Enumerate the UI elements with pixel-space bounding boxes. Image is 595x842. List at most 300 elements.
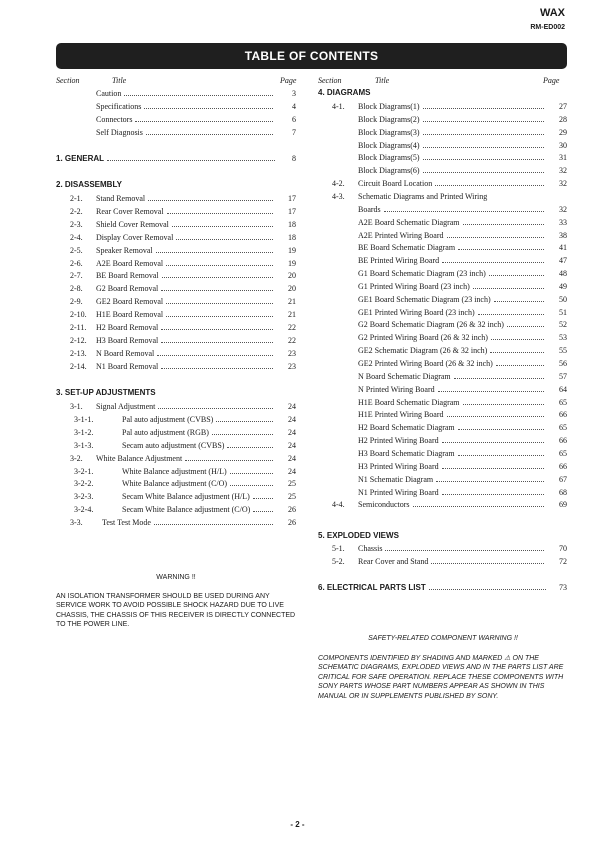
toc-entry-page: 17 [288, 194, 296, 203]
toc-entry [56, 308, 296, 321]
leader-dots [458, 455, 544, 456]
toc-entry-title: Specifications [96, 101, 142, 111]
toc-entry-title: Caution [96, 89, 122, 98]
toc-entry [56, 205, 296, 218]
toc-entry-label [358, 460, 547, 473]
toc-entry-page: 28 [559, 114, 567, 124]
toc-entry-page: 50 [559, 294, 567, 304]
toc-entry-title: GE2 Board Removal [96, 297, 164, 307]
toc-entry-label [96, 244, 276, 257]
toc-entry-number: 3-1-1. [74, 414, 94, 424]
toc-entry [318, 229, 567, 242]
leader-dots [166, 303, 273, 304]
leader-dots [162, 277, 273, 278]
toc-entry-number: 3-2. [70, 453, 83, 463]
toc-entry-page: 27 [559, 102, 567, 111]
page-number: - 2 - [290, 820, 305, 829]
leader-dots [216, 421, 273, 422]
toc-entry-page: 3 [292, 89, 296, 98]
leader-dots [458, 249, 544, 250]
toc-entry-number: 3-1-2. [74, 427, 94, 437]
toc-entry-number: 2-11. [70, 323, 87, 332]
toc-entry-title: H3 Board Removal [96, 335, 159, 345]
toc-entry [318, 486, 567, 499]
model-name: WAX [539, 7, 565, 19]
section-heading [56, 178, 296, 191]
toc-entry-page: 29 [559, 127, 567, 137]
leader-dots [458, 429, 544, 430]
toc-entry-label [96, 113, 276, 126]
toc-entry [56, 321, 296, 334]
toc-entry-label [96, 257, 276, 270]
toc-entry-title: Rear Cover Removal [96, 206, 164, 216]
leader-dots [473, 288, 544, 289]
toc-entry-label [358, 408, 547, 421]
toc-entry-page: 47 [559, 256, 567, 266]
leader-dots [423, 121, 544, 122]
toc-entry [318, 542, 567, 555]
toc-entry-title: Schematic Diagrams and Printed Wiring [358, 191, 488, 201]
toc-entry-title: N1 Board Removal [96, 361, 159, 371]
toc-entry-page: 33 [559, 217, 567, 227]
toc-entry-title: Secam auto adjustment (CVBS) [122, 440, 225, 450]
toc-entry-page: 26 [288, 518, 296, 528]
leader-dots [157, 355, 273, 356]
toc-entry-page: 4 [292, 101, 296, 111]
left-title-heading: Title [112, 76, 127, 85]
leader-dots [454, 378, 544, 379]
toc-entry-label [358, 344, 547, 357]
toc-entry-page: 72 [559, 556, 567, 566]
toc-entry-label [358, 241, 547, 254]
toc-entry-number: 3-1. [70, 402, 83, 411]
toc-entry-label [96, 360, 276, 373]
toc-entry-title: G2 Printed Wiring Board (26 & 32 inch) [358, 333, 488, 343]
toc-entry-label [358, 331, 547, 344]
toc-entry-page: 66 [559, 461, 567, 471]
toc-entry [318, 555, 567, 568]
toc-entry-label [102, 516, 276, 529]
toc-entry-label [358, 357, 547, 370]
toc-entry-label [358, 383, 547, 396]
leader-dots [172, 226, 273, 227]
leader-dots [161, 342, 273, 343]
toc-entry-title: Secam White Balance adjustment (H/L) [122, 492, 250, 502]
toc-entry-title: Boards [358, 204, 381, 214]
toc-entry-page: 24 [288, 440, 296, 450]
toc-entry-label [358, 498, 547, 511]
toc-entry-number: 2-2. [70, 206, 83, 216]
toc-entry-page: 67 [559, 474, 567, 484]
toc-entry-page: 38 [559, 230, 567, 240]
toc-entry-title: Connectors [96, 114, 133, 124]
toc-entry-page: 69 [559, 500, 567, 510]
section-heading [56, 152, 296, 165]
warning-title: WARNING !! [156, 574, 196, 581]
toc-entry [318, 126, 567, 139]
toc-entry-number: 3-3. [70, 518, 83, 528]
toc-entry-title: H3 Printed Wiring Board [358, 461, 439, 471]
toc-entry-title: Circuit Board Location [358, 179, 433, 189]
toc-entry-label [358, 100, 547, 113]
leader-dots [144, 108, 273, 109]
toc-entry-title: Semiconductors [358, 500, 410, 510]
toc-entry-title: GE2 Schematic Diagram (26 & 32 inch) [358, 346, 488, 356]
leader-dots [494, 301, 544, 302]
leader-dots [442, 442, 544, 443]
toc-entry-page: 65 [559, 423, 567, 433]
toc-entry-page: 32 [559, 179, 567, 189]
section-heading-label: 4. DIAGRAMS [318, 88, 371, 97]
toc-entry-label [96, 308, 276, 321]
model-code: RM-ED002 [530, 24, 565, 31]
leader-dots [384, 211, 544, 212]
section-heading-label: 3. SET-UP ADJUSTMENTS [56, 388, 156, 397]
toc-entry-label [96, 100, 276, 113]
toc-entry-title: G1 Board Schematic Diagram (23 inch) [358, 269, 486, 279]
toc-entry-page: 51 [559, 307, 567, 317]
toc-entry-label [122, 426, 276, 439]
toc-entry-number: 3-1-3. [74, 440, 94, 450]
toc-entry-title: GE1 Printed Wiring Board (23 inch) [358, 307, 475, 317]
toc-entry-label [358, 555, 547, 568]
toc-entry [56, 113, 296, 126]
toc-entry [56, 269, 296, 282]
leader-dots [442, 262, 544, 263]
toc-entry-label [122, 439, 276, 452]
toc-entry-page: 57 [559, 371, 567, 381]
toc-entry-page: 24 [288, 427, 296, 437]
right-title-heading: Title [375, 76, 390, 85]
toc-entry-page: 21 [288, 310, 296, 320]
leader-dots [423, 108, 544, 109]
toc-entry-number: 2-7. [70, 271, 83, 281]
toc-entry-title: Rear Cover and Stand [358, 556, 429, 566]
toc-entry [318, 203, 567, 216]
toc-entry-number: 2-8. [70, 284, 83, 294]
toc-entry [56, 87, 296, 100]
toc-entry [318, 254, 567, 267]
toc-entry-label [358, 177, 547, 190]
leader-dots [185, 460, 273, 461]
safety-warning-title: SAFETY-RELATED COMPONENT WARNING !! [368, 635, 518, 642]
toc-entry-number: 2-5. [70, 245, 83, 255]
right-page-heading: Page [543, 76, 560, 85]
toc-entry-page: 18 [288, 232, 296, 242]
toc-entry [318, 408, 567, 421]
toc-entry-label [358, 421, 547, 434]
toc-entry-title: H2 Printed Wiring Board [358, 436, 439, 446]
toc-entry-title: Speaker Removal [96, 245, 153, 255]
toc-entry [318, 318, 567, 331]
toc-entry-label [358, 447, 547, 460]
leader-dots [161, 290, 273, 291]
toc-entry-label [96, 192, 276, 205]
toc-entry-title: A2E Board Removal [96, 258, 164, 268]
toc-entry-label [358, 267, 547, 280]
leader-dots [253, 498, 273, 499]
toc-entry [56, 360, 296, 373]
toc-entry-label [358, 164, 547, 177]
toc-entry-title: H1E Board Removal [96, 310, 164, 320]
toc-entry-number: 3-2-1. [74, 466, 94, 476]
toc-entry-number: 2-1. [70, 194, 83, 203]
toc-entry-title: White Balance adjustment (C/O) [122, 479, 228, 489]
toc-entry-number: 4-2. [332, 179, 345, 189]
toc-entry-title: BE Printed Wiring Board [358, 256, 440, 266]
toc-entry [56, 244, 296, 257]
toc-entry [318, 100, 567, 113]
toc-entry-number: 4-1. [332, 102, 345, 111]
toc-entry-title: H2 Board Removal [96, 323, 159, 332]
toc-entry-page: 7 [292, 127, 296, 137]
toc-entry-number: 2-9. [70, 297, 83, 307]
toc-entry-page: 70 [559, 544, 567, 553]
toc-entry-page: 17 [288, 206, 296, 216]
toc-entry [318, 241, 567, 254]
toc-entry-title: N Board Removal [96, 348, 155, 358]
toc-entry [318, 267, 567, 280]
toc-entry-page: 32 [559, 204, 567, 214]
leader-dots [161, 368, 273, 369]
leader-dots [107, 160, 275, 161]
toc-entry-label [96, 205, 276, 218]
toc-entry-page: 65 [559, 397, 567, 407]
toc-entry-label [358, 113, 547, 126]
toc-entry-label [96, 87, 276, 100]
section-heading [318, 581, 567, 594]
toc-entry-page: 52 [559, 320, 567, 330]
safety-warning-text: COMPONENTS IDENTIFIED BY SHADING AND MARKED ⚠ ON THE SCHEMATIC DIAGRAMS, EXPLODED VIEWS AND IN THE PARTS LIST ARE CRITICAL FOR SAFE OPERATION. REPLACE THESE COMPONENTS WITH SONY PARTS WHOSE PART NUMBERS APPEAR AS SHOWN IN THIS MANUAL OR IN SUPPLEMENTS PUBLISHED BY SONY. [318, 655, 564, 700]
toc-entry-page: 21 [288, 297, 296, 307]
toc-entry-page: 24 [288, 414, 296, 424]
toc-entry-label [358, 203, 547, 216]
toc-entry-page: 19 [288, 258, 296, 268]
toc-entry-label [122, 413, 276, 426]
toc-entry-title: BE Board Schematic Diagram [358, 243, 456, 253]
leader-dots [230, 485, 273, 486]
toc-entry [318, 331, 567, 344]
toc-entry-label [122, 490, 276, 503]
toc-entry-label [122, 477, 276, 490]
toc-entry-page: 18 [288, 219, 296, 229]
toc-entry-label [358, 254, 547, 267]
leader-dots [148, 200, 273, 201]
toc-entry [318, 216, 567, 229]
toc-entry-title: H3 Board Schematic Diagram [358, 448, 455, 458]
leader-dots [489, 275, 544, 276]
toc-entry [56, 400, 296, 413]
toc-entry [56, 126, 296, 139]
left-section-heading: Section [56, 76, 80, 85]
leader-dots [431, 563, 544, 564]
toc-entry [318, 306, 567, 319]
toc-entry-title: H1E Board Schematic Diagram [358, 397, 460, 407]
toc-entry-label [96, 282, 276, 295]
toc-entry-number: 2-14. [70, 361, 87, 371]
toc-entry-page: 48 [559, 269, 567, 279]
toc-entry-label [358, 396, 547, 409]
toc-entry-title: G1 Printed Wiring Board (23 inch) [358, 281, 470, 291]
toc-entry-page: 49 [559, 281, 567, 291]
leader-dots [385, 550, 544, 551]
leader-dots [156, 252, 273, 253]
toc-entry-label [358, 293, 547, 306]
toc-entry-label [358, 280, 547, 293]
toc-entry [56, 452, 296, 465]
toc-entry-title: A2E Printed Wiring Board [358, 230, 444, 240]
toc-entry-page: 55 [559, 346, 567, 356]
warning-text: AN ISOLATION TRANSFORMER SHOULD BE USED DURING ANY SERVICE WORK TO AVOID POSSIBLE SHOCK HAZARD DUE TO LIVE CHASSIS, THE CHASSIS OF THIS RECEIVER IS DIRECTLY CONNECTED TO THE POWER LINE. [56, 593, 296, 629]
toc-entry-page: 20 [288, 271, 296, 281]
section-heading [56, 386, 296, 399]
toc-entry [56, 465, 296, 478]
leader-dots [496, 365, 544, 366]
toc-entry-page: 20 [288, 284, 296, 294]
toc-entry-label [358, 229, 547, 242]
toc-entry-number: 5-2. [332, 556, 345, 566]
toc-entry-number: 3-2-2. [74, 479, 94, 489]
leader-dots [166, 316, 273, 317]
toc-entry-page: 30 [559, 140, 567, 150]
toc-entry-label [358, 473, 547, 486]
toc-entry [318, 473, 567, 486]
toc-entry [318, 396, 567, 409]
toc-entry-page: 53 [559, 333, 567, 343]
toc-entry-title: Block Diagrams(1) [358, 102, 420, 111]
toc-entry [318, 383, 567, 396]
toc-entry [56, 192, 296, 205]
toc-entry-page: 31 [559, 153, 567, 163]
toc-entry [318, 293, 567, 306]
toc-entry-page: 24 [288, 453, 296, 463]
toc-entry-title: White Balance Adjustment [96, 453, 183, 463]
toc-entry-title: G2 Board Schematic Diagram (26 & 32 inch) [358, 320, 504, 330]
leader-dots [166, 265, 273, 266]
toc-entry-label [358, 434, 547, 447]
leader-dots [478, 314, 544, 315]
leader-dots [212, 434, 273, 435]
toc-entry-page: 66 [559, 410, 567, 420]
toc-entry [56, 100, 296, 113]
toc-entry-page: 23 [288, 361, 296, 371]
toc-entry-label [358, 151, 547, 164]
toc-entry-page: 24 [288, 466, 296, 476]
toc-entry [56, 334, 296, 347]
toc-entry-number: 2-10. [70, 310, 87, 320]
toc-entry [56, 490, 296, 503]
toc-entry-number: 5-1. [332, 544, 345, 553]
toc-entry-number: 2-13. [70, 348, 87, 358]
leader-dots [124, 95, 273, 96]
toc-entry-title: N Board Schematic Diagram [358, 371, 451, 381]
leader-dots [413, 506, 544, 507]
toc-entry-label [96, 218, 276, 231]
toc-entry-page: 41 [559, 243, 567, 253]
section-heading-label: 6. ELECTRICAL PARTS LIST [318, 583, 426, 592]
leader-dots [135, 121, 273, 122]
toc-entry-number: 4-3. [332, 191, 345, 201]
leader-dots [491, 339, 544, 340]
leader-dots [447, 416, 544, 417]
section-heading-label: 5. EXPLODED VIEWS [318, 531, 399, 540]
toc-entry-title: A2E Board Schematic Diagram [358, 217, 460, 227]
leader-dots [230, 473, 273, 474]
section-heading [318, 529, 567, 542]
leader-dots [176, 239, 273, 240]
leader-dots [158, 408, 273, 409]
toc-entry-page: 24 [288, 402, 296, 411]
toc-entry [318, 177, 567, 190]
toc-entry [56, 295, 296, 308]
toc-entry [56, 231, 296, 244]
leader-dots [442, 494, 544, 495]
toc-entry-label [96, 269, 276, 282]
toc-entry-label [358, 486, 547, 499]
toc-entry-title: GE2 Printed Wiring Board (26 & 32 inch) [358, 359, 493, 368]
toc-entry [56, 413, 296, 426]
toc-entry-label [96, 126, 276, 139]
toc-entry-title: Signal Adjustment [96, 402, 156, 411]
leader-dots [423, 159, 544, 160]
toc-entry [318, 421, 567, 434]
leader-dots [463, 224, 544, 225]
toc-entry-title: G2 Board Removal [96, 284, 159, 294]
toc-entry-number: 3-2-3. [74, 492, 94, 502]
toc-entry-label [358, 139, 547, 152]
toc-entry-title: N1 Schematic Diagram [358, 474, 434, 484]
toc-entry-title: Block Diagrams(3) [358, 127, 420, 137]
leader-dots [429, 589, 546, 590]
right-section-heading: Section [318, 76, 342, 85]
toc-entry [318, 434, 567, 447]
toc-entry-title: Secam White Balance adjustment (C/O) [122, 505, 251, 515]
leader-dots [423, 147, 544, 148]
toc-entry [56, 426, 296, 439]
leader-dots [438, 391, 544, 392]
toc-entry [318, 344, 567, 357]
toc-entry-label [358, 306, 547, 319]
toc-entry [318, 151, 567, 164]
toc-entry-page: 25 [288, 492, 296, 502]
toc-entry [318, 460, 567, 473]
section-heading [318, 86, 567, 99]
leader-dots [253, 511, 273, 512]
leader-dots [423, 172, 544, 173]
section-heading-page: 73 [559, 583, 567, 592]
leader-dots [167, 213, 273, 214]
leader-dots [154, 524, 273, 525]
leader-dots [435, 185, 544, 186]
toc-entry-label [358, 216, 547, 229]
toc-entry [318, 113, 567, 126]
toc-entry [56, 257, 296, 270]
toc-entry [318, 139, 567, 152]
section-heading-label: 2. DISASSEMBLY [56, 180, 122, 189]
toc-entry-title: Block Diagrams(6) [358, 166, 420, 176]
toc-entry-label [358, 370, 547, 383]
toc-entry-page: 56 [559, 359, 567, 368]
leader-dots [436, 481, 544, 482]
toc-entry-page: 23 [288, 348, 296, 358]
page-title: TABLE OF CONTENTS [56, 43, 567, 69]
toc-entry [56, 347, 296, 360]
leader-dots [227, 447, 273, 448]
toc-entry-title: Chassis [358, 544, 383, 553]
toc-entry [318, 164, 567, 177]
toc-entry-label [358, 126, 547, 139]
toc-entry-title: Block Diagrams(4) [358, 140, 420, 150]
